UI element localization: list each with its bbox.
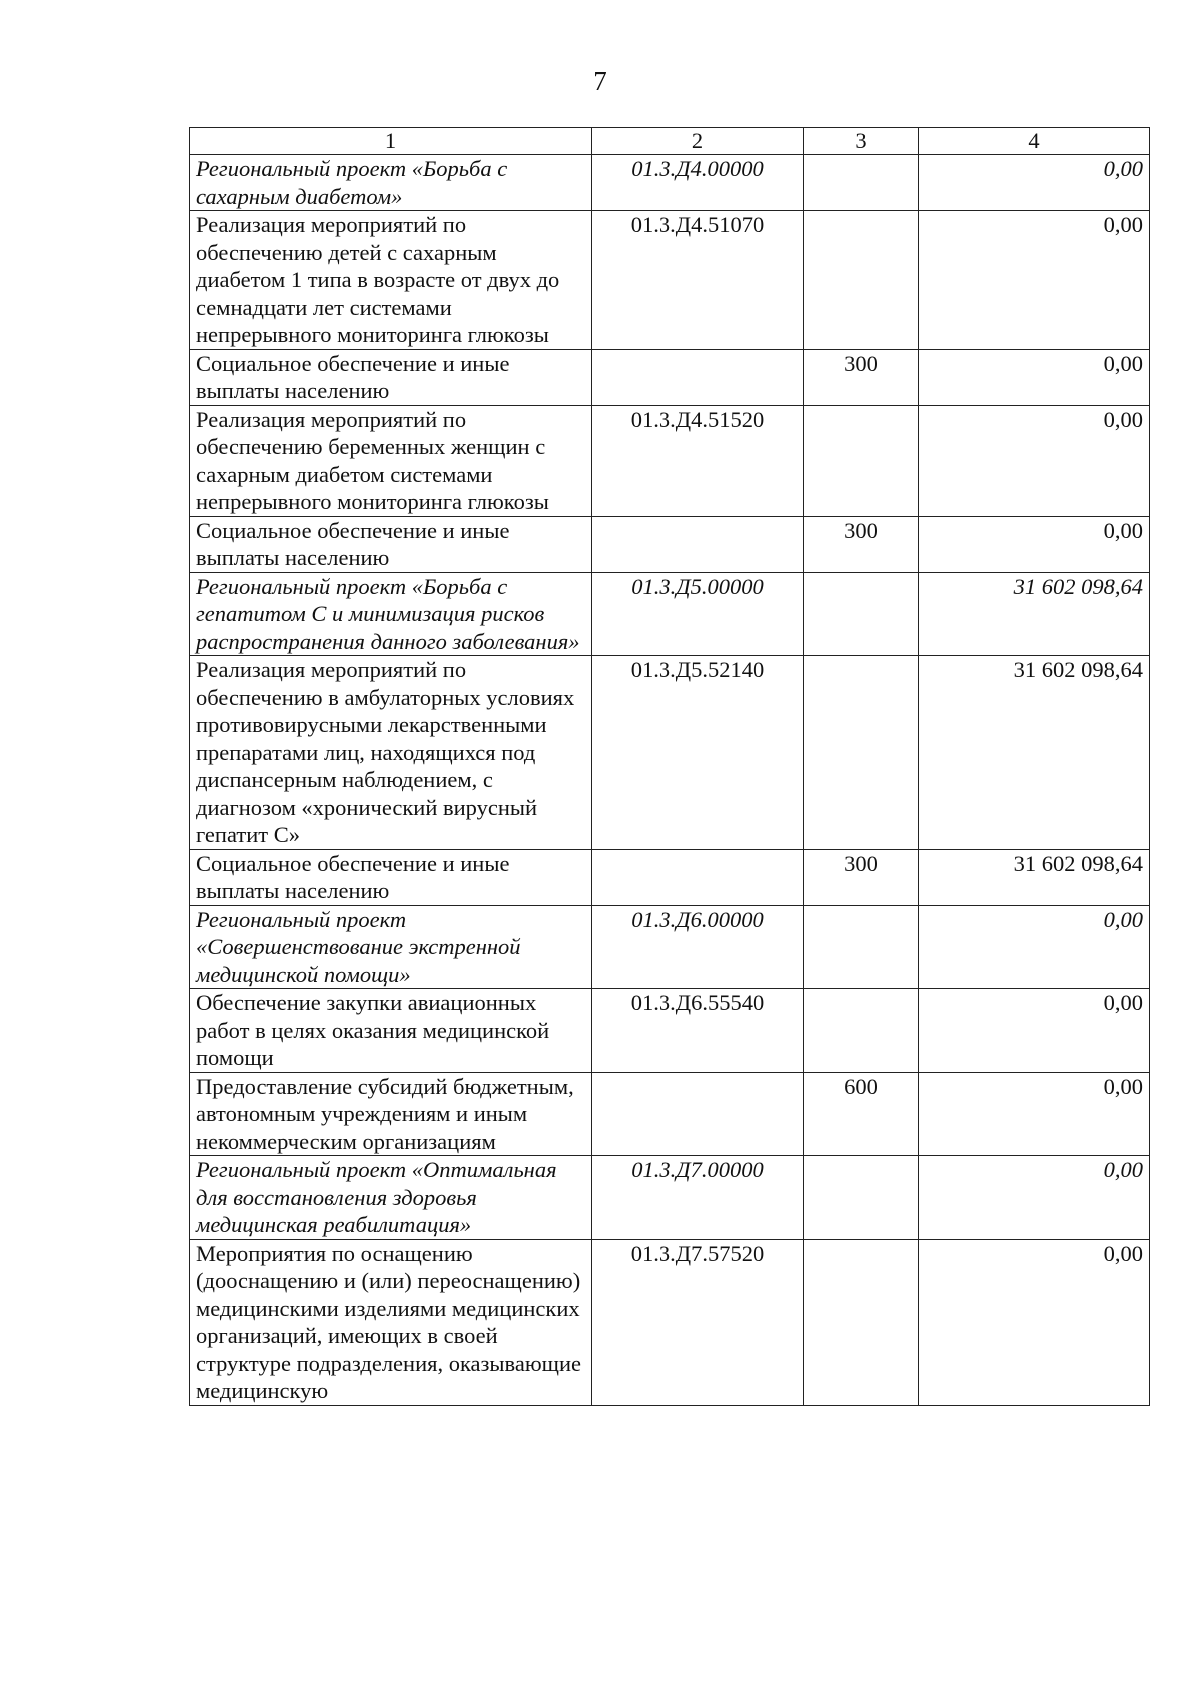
row-type	[804, 1156, 919, 1240]
table-row-project	[190, 155, 1150, 211]
header-col-2: 2	[592, 128, 804, 155]
row-code: 01.3.Д6.00000	[592, 905, 804, 989]
row-name: Социальное обеспечение и иные выплаты населению	[190, 849, 592, 905]
row-type: 300	[804, 516, 919, 572]
row-amount: 0,00	[919, 1156, 1150, 1240]
row-code: 01.3.Д6.55540	[592, 989, 804, 1073]
row-amount: 0,00	[919, 1072, 1150, 1156]
table-row	[190, 849, 1150, 905]
row-amount: 0,00	[919, 516, 1150, 572]
table-row-project	[190, 572, 1150, 656]
row-name: Региональный проект «Борьба с сахарным диабетом»	[190, 155, 592, 211]
row-name: Мероприятия по оснащению (дооснащению и (или) переоснащению) медицинскими изделиями медицинских организаций, имеющих в своей структуре подразделения, оказывающие медицинскую	[190, 1239, 592, 1405]
table-header-row	[190, 128, 1150, 155]
row-code: 01.3.Д4.00000	[592, 155, 804, 211]
table-row	[190, 405, 1150, 516]
row-code	[592, 849, 804, 905]
row-type	[804, 572, 919, 656]
header-col-4: 4	[919, 128, 1150, 155]
row-amount: 31 602 098,64	[919, 849, 1150, 905]
row-name: Обеспечение закупки авиационных работ в целях оказания медицинской помощи	[190, 989, 592, 1073]
row-name: Предоставление субсидий бюджетным, автономным учреждениям и иным некоммерческим организациям	[190, 1072, 592, 1156]
header-col-1: 1	[190, 128, 592, 155]
row-name: Социальное обеспечение и иные выплаты населению	[190, 349, 592, 405]
row-type	[804, 905, 919, 989]
row-type	[804, 155, 919, 211]
table-row	[190, 1239, 1150, 1405]
row-amount: 0,00	[919, 905, 1150, 989]
row-amount: 31 602 098,64	[919, 572, 1150, 656]
table-row	[190, 349, 1150, 405]
row-name: Реализация мероприятий по обеспечению детей с сахарным диабетом 1 типа в возрасте от двух до семнадцати лет системами непрерывного мониторинга глюкозы	[190, 211, 592, 350]
row-amount: 0,00	[919, 405, 1150, 516]
row-type	[804, 1239, 919, 1405]
row-type: 600	[804, 1072, 919, 1156]
table-row-project	[190, 905, 1150, 989]
row-name: Региональный проект «Борьба с гепатитом С и минимизация рисков распространения данного заболевания»	[190, 572, 592, 656]
row-code	[592, 1072, 804, 1156]
row-code: 01.3.Д5.00000	[592, 572, 804, 656]
table-row	[190, 1072, 1150, 1156]
table-row	[190, 989, 1150, 1073]
row-code: 01.3.Д7.00000	[592, 1156, 804, 1240]
table-row	[190, 516, 1150, 572]
header-col-3: 3	[804, 128, 919, 155]
row-type	[804, 656, 919, 850]
row-amount: 0,00	[919, 211, 1150, 350]
row-type	[804, 989, 919, 1073]
row-code: 01.3.Д7.57520	[592, 1239, 804, 1405]
row-code	[592, 516, 804, 572]
row-type: 300	[804, 849, 919, 905]
row-code: 01.3.Д4.51520	[592, 405, 804, 516]
budget-table	[189, 127, 1150, 1406]
row-amount: 0,00	[919, 989, 1150, 1073]
row-name: Региональный проект «Оптимальная для восстановления здоровья медицинская реабилитация»	[190, 1156, 592, 1240]
row-name: Региональный проект «Совершенствование экстренной медицинской помощи»	[190, 905, 592, 989]
row-amount: 0,00	[919, 155, 1150, 211]
row-code: 01.3.Д5.52140	[592, 656, 804, 850]
row-amount: 0,00	[919, 1239, 1150, 1405]
table-row-project	[190, 1156, 1150, 1240]
row-type	[804, 211, 919, 350]
row-type: 300	[804, 349, 919, 405]
page-number: 7	[593, 66, 607, 96]
table-row	[190, 656, 1150, 850]
row-name: Реализация мероприятий по обеспечению в амбулаторных условиях противовирусными лекарственными препаратами лиц, находящихся под диспансерным наблюдением, с диагнозом «хронический вирусный гепатит С»	[190, 656, 592, 850]
row-amount: 0,00	[919, 349, 1150, 405]
table-row	[190, 211, 1150, 350]
row-amount: 31 602 098,64	[919, 656, 1150, 850]
row-name: Социальное обеспечение и иные выплаты населению	[190, 516, 592, 572]
row-type	[804, 405, 919, 516]
row-code	[592, 349, 804, 405]
row-name: Реализация мероприятий по обеспечению беременных женщин с сахарным диабетом системами непрерывного мониторинга глюкозы	[190, 405, 592, 516]
row-code: 01.3.Д4.51070	[592, 211, 804, 350]
